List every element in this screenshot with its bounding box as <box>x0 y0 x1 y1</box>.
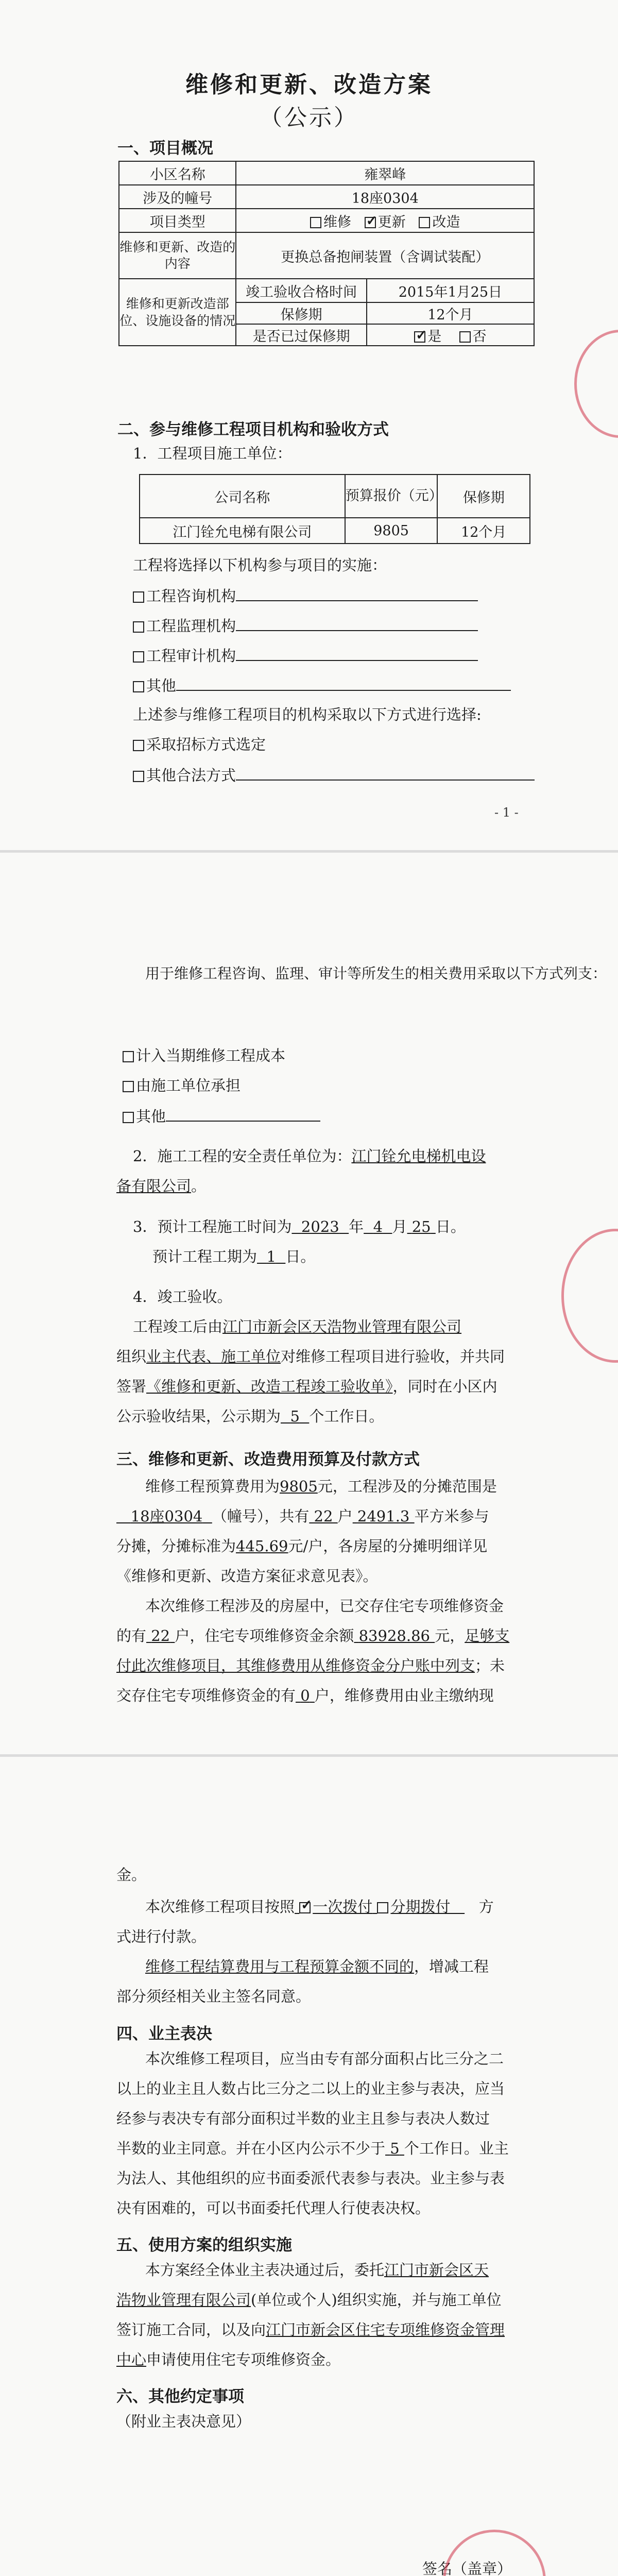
fund-line1: 本次维修工程涉及的房屋中，已交存住宅专项维修资金 <box>145 1597 504 1615</box>
audit-blank[interactable] <box>236 648 478 661</box>
other-org-checkbox[interactable] <box>133 681 144 692</box>
warranty-label: 保修期 <box>236 302 366 324</box>
audit-checkbox[interactable] <box>133 651 144 663</box>
supervision-checkbox[interactable] <box>133 621 144 633</box>
construction-duration: 预计工程工期为 1 日。 <box>152 1248 316 1265</box>
fee-cost-checkbox[interactable] <box>123 1051 134 1062</box>
official-seal-edge-1 <box>574 330 618 438</box>
page-number-1: - 1 - <box>494 805 519 820</box>
community-name-value: 雍翠峰 <box>236 161 534 185</box>
fund-line4: 交存住宅专项维修资金的有 0 户，维修费用由业主缴纳现 <box>116 1687 494 1704</box>
other-org-blank[interactable] <box>176 677 511 691</box>
fund-households: 22 <box>151 1627 170 1645</box>
acceptance-item: 4．竣工验收。 <box>133 1288 232 1306</box>
cash-continuation: 金。 <box>116 1866 147 1884</box>
warranty-value: 12个月 <box>367 302 534 324</box>
share-standard: 445.69 <box>236 1537 288 1555</box>
area-total: 2491.3 <box>357 1507 410 1525</box>
section-1-heading: 一、项目概况 <box>117 139 213 158</box>
vote-line1: 本次维修工程项目，应当由专有部分面积占比三分之二 <box>145 2050 504 2067</box>
consulting-blank[interactable] <box>236 588 478 601</box>
budget-line3: 分摊，分摊标准为445.69元/户，各房屋的分摊明细详见 <box>116 1537 488 1555</box>
vote-line3: 经参与表决专有部分面积过半数的业主且参与表决人数过 <box>116 2110 490 2127</box>
budget-line2: 18座0304 （幢号），共有 22 户 2491.3 平方米参与 <box>130 1507 489 1525</box>
community-name-label: 小区名称 <box>119 161 236 185</box>
document-subtitle: （公示） <box>260 105 358 131</box>
budget-line4: 《维修和更新、改造方案征求意见表》。 <box>116 1567 378 1585</box>
content-value: 更换总备抱闸装置（含调试装配） <box>236 232 534 279</box>
method-option-other: 其他合法方式 <box>133 767 535 783</box>
org-option-consulting: 工程咨询机构 <box>133 588 478 604</box>
type-checkbox-renovate[interactable] <box>419 217 430 228</box>
fee-other-checkbox[interactable] <box>123 1112 134 1123</box>
safety-unit-line1: 2．施工工程的安全责任单位为：江门铨允电梯机电设 <box>133 1147 486 1165</box>
warranty-expired-label: 是否已过保修期 <box>236 324 366 346</box>
section-3-heading: 三、维修和更新、改造费用预算及付款方式 <box>116 1450 420 1469</box>
budget-cell: 9805 <box>345 518 438 544</box>
document-page-3 <box>0 1757 618 2576</box>
org-option-other: 其他 <box>133 677 511 693</box>
expired-checkbox-yes[interactable] <box>414 331 425 343</box>
document-title: 维修和更新、改造方案 <box>185 72 433 98</box>
building-range: 18座0304 <box>130 1507 203 1525</box>
safety-unit-company: 江门铨允电梯机电设 <box>351 1147 486 1165</box>
vote-line6: 决有困难的，可以书面委托代理人行使表决权。 <box>116 2199 431 2217</box>
consulting-checkbox[interactable] <box>133 591 144 603</box>
method-intro: 上述参与维修工程项目的机构采取以下方式进行选择: <box>133 706 482 723</box>
org-line1: 本方案经全体业主表决通过后，委托江门市新会区天 <box>145 2261 489 2279</box>
household-count: 22 <box>314 1507 333 1525</box>
construction-month: 4 <box>373 1218 383 1235</box>
project-overview-table <box>118 161 535 346</box>
section-5-heading: 五、使用方案的组织实施 <box>116 2236 292 2255</box>
supervision-blank[interactable] <box>236 618 478 631</box>
acceptance-line4: 公示验收结果，公示期为 5 个工作日。 <box>116 1408 384 1425</box>
document-page-2 <box>0 853 618 1757</box>
facility-label: 维修和更新改造部位、设施设备的情况 <box>119 279 236 346</box>
acceptance-line3: 签署《维修和更新、改造工程竣工验收单》，同时在小区内 <box>116 1378 497 1395</box>
method-option-bid: 采取招标方式选定 <box>133 737 266 752</box>
safety-unit-line2: 备有限公司。 <box>116 1177 207 1195</box>
section-6-heading: 六、其他约定事项 <box>116 2387 244 2406</box>
other-method-blank[interactable] <box>236 767 535 781</box>
fee-other-blank[interactable] <box>166 1108 320 1122</box>
fee-option-contractor: 由施工单位承担 <box>123 1078 241 1093</box>
content-label: 维修和更新、改造的内容 <box>119 232 236 279</box>
org-select-intro: 工程将选择以下机构参与项目的实施： <box>133 556 387 574</box>
org-line2: 浩物业管理有限公司(单位或个人)组织实施，并与施工单位 <box>116 2291 502 2309</box>
budget-header: 预算报价（元） <box>345 474 438 518</box>
contractor-item: 1．工程项目施工单位： <box>133 445 292 462</box>
payment-installment-checkbox[interactable] <box>377 1902 388 1913</box>
warranty-cell: 12个月 <box>437 518 530 544</box>
settlement-line1: 维修工程结算费用与工程预算金额不同的，增减工程 <box>145 1958 489 1975</box>
type-checkbox-repair[interactable] <box>310 217 321 228</box>
construction-date: 3．预计工程施工时间为 2023 年 4 月 25 日。 <box>133 1218 466 1235</box>
inspection-date-label: 竣工验收合格时间 <box>236 279 366 302</box>
vote-line4: 半数的业主同意。并在小区内公示不少于 5 个工作日。业主 <box>116 2140 509 2157</box>
fund-balance: 83928.86 <box>358 1627 430 1645</box>
inspection-date-value: 2015年1月25日 <box>367 279 534 302</box>
official-seal-edge-2 <box>561 1229 618 1363</box>
org-line4: 中心申请使用住宅专项维修资金。 <box>116 2351 341 2368</box>
payment-line2: 式进行付款。 <box>116 1928 207 1945</box>
property-company: 江门市新会区天浩物业管理有限公司 <box>222 1318 462 1335</box>
vote-line2: 以上的业主且人数占比三分之二以上的业主参与表决，应当 <box>116 2080 505 2097</box>
building-number-label: 涉及的幢号 <box>119 185 236 209</box>
acceptance-line1: 工程竣工后由江门市新会区天浩物业管理有限公司 <box>133 1318 462 1335</box>
payment-line1: 本次维修工程项目按照 ✓ 一次拨付 分期拨付 方 <box>145 1900 494 1914</box>
budget-amount: 9805 <box>280 1478 318 1495</box>
unpaid-households: 0 <box>300 1687 310 1704</box>
type-checkbox-update[interactable] <box>365 217 376 228</box>
construction-day: 25 <box>411 1218 431 1235</box>
fee-option-other: 其他 <box>123 1108 320 1124</box>
document-page-1 <box>0 0 618 853</box>
construction-year: 2023 <box>301 1218 339 1235</box>
section-2-heading: 二、参与维修工程项目机构和验收方式 <box>117 420 389 439</box>
building-number-value: 18座0304 <box>236 185 534 209</box>
vote-publicity-days: 5 <box>390 2140 400 2157</box>
fee-contractor-checkbox[interactable] <box>123 1081 134 1092</box>
official-seal-company <box>443 2530 546 2576</box>
contractor-table <box>139 474 530 544</box>
duration-value: 1 <box>266 1248 276 1265</box>
warranty-expired-options: ✓ 是 否 <box>367 324 534 346</box>
expired-checkbox-no[interactable] <box>459 331 471 343</box>
project-type-options: 维修 ✓ 更新 改造 <box>236 209 534 232</box>
org-option-audit: 工程审计机构 <box>133 648 478 664</box>
publicity-days: 5 <box>290 1408 300 1425</box>
fund-line2: 的有 22 户，住宅专项维修资金余额 83928.86 元，足够支 <box>116 1627 510 1645</box>
fee-option-cost: 计入当期维修工程成本 <box>123 1048 285 1063</box>
org-option-supervision: 工程监理机构 <box>133 618 478 634</box>
payment-once-checkbox[interactable] <box>299 1902 311 1913</box>
settlement-line2: 部分须经相关业主签名同意。 <box>116 1988 311 2005</box>
acceptance-line2: 组织业主代表、施工单位对维修工程项目进行验收，并共同 <box>116 1348 505 1365</box>
warranty-header: 保修期 <box>437 474 530 518</box>
section-4-heading: 四、业主表决 <box>116 2025 212 2043</box>
company-name-header: 公司名称 <box>140 474 345 518</box>
vote-line5: 为法人、其他组织的应书面委派代表参与表决。业主参与表 <box>116 2170 505 2187</box>
project-type-label: 项目类型 <box>119 209 236 232</box>
fee-paragraph: 用于维修工程咨询、监理、审计等所发生的相关费用采取以下方式列支： <box>145 965 607 982</box>
org-line3: 签订施工合同，以及向江门市新会区住宅专项维修资金管理 <box>116 2321 505 2338</box>
fund-line3: 付此次维修项目，其维修费用从维修资金分户账中列支；未 <box>116 1657 505 1674</box>
bid-checkbox[interactable] <box>133 740 144 751</box>
budget-line1: 维修工程预算费用为9805元，工程涉及的分摊范围是 <box>145 1478 497 1495</box>
other-method-checkbox[interactable] <box>133 771 144 782</box>
owner-opinion-note: （附业主表决意见） <box>116 2413 251 2430</box>
signature-label: 签名（盖章） <box>422 2560 512 2576</box>
company-name-cell: 江门铨允电梯有限公司 <box>140 518 345 544</box>
